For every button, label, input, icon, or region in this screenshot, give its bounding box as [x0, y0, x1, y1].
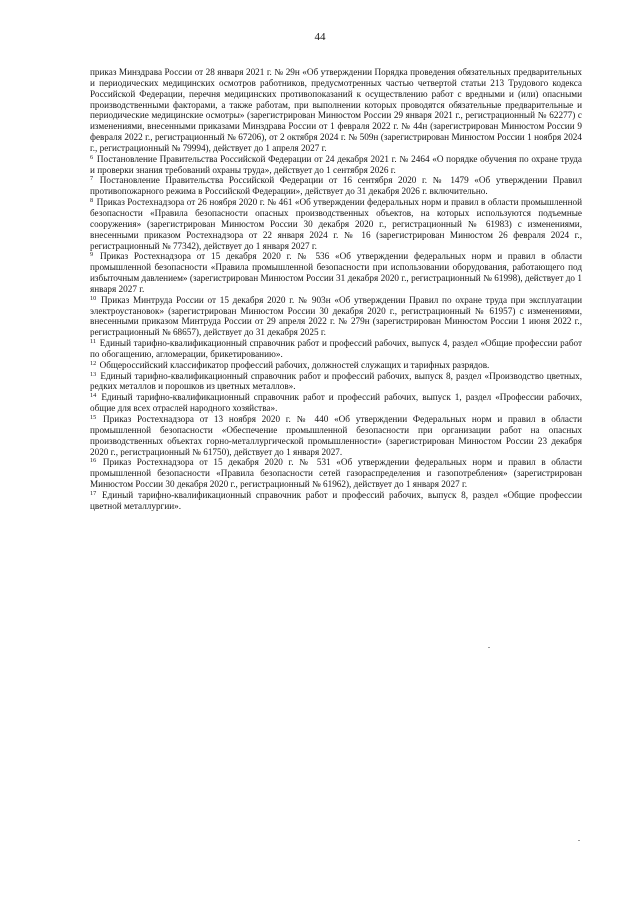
footnote-text: Постановление Правительства Российской Федерации от 24 декабря 2021 г. № 2464 «О порядке обучения по охране труда и проверки знания требований охраны труда», действует до 1 сентября 2026 г. — [90, 153, 583, 175]
footnote-mark: 14 — [90, 392, 97, 400]
footnote-text: Общероссийский классификатор профессий рабочих, должностей служащих и тарифных разрядов. — [99, 359, 490, 370]
footnotes-block — [90, 67, 582, 512]
footnote-mark: 8 — [90, 197, 94, 205]
footnote-mark: 7 — [90, 175, 94, 183]
footnote-text: Приказ Ростехнадзора от 26 ноября 2020 г. № 461 «Об утверждении федеральных норм и правил в области промышленной безопасности «Правила безопасности опасных производственных объектов, на которых используются подъемные сооружения» (зарегистрирован Минюстом России 30 декабря 2020 г., регистрационный № 61983) с изменениями, внесенными приказом Ростехнадзора от 22 января 2024 г. № 16 (зарегистрирован Минюстом 26 февраля 2024 г., регистрационный № 77342), действует до 1 января 2027 г. — [90, 197, 583, 251]
footnote-mark: 12 — [90, 359, 97, 367]
footnote-9 — [90, 251, 582, 294]
footnote-17 — [90, 490, 582, 512]
scan-speck — [488, 647, 490, 648]
scan-speck — [578, 840, 580, 841]
footnote-text: Постановление Правительства Российской Федерации от 16 сентября 2020 г. № 1479 «Об утверждении Правил противопожарного режима в Российской Федерации», действует до 31 декабря 2026 г. включительно. — [90, 175, 582, 197]
footnote-16 — [90, 457, 582, 490]
footnote-15 — [90, 414, 582, 457]
footnote-5-continued — [90, 67, 582, 154]
footnote-text: Приказ Ростехнадзора от 13 ноября 2020 г. № 440 «Об утверждении Федеральных норм и правил в области промышленной безопасности «Обеспечение промышленной безопасности при организации работ на опасных производственных объектах горно-металлургической промышленности» (зарегистрирован Минюстом России 23 декабря 2020 г., регистрационный № 61750), действует до 1 января 2027. — [90, 414, 582, 457]
footnote-mark: 17 — [90, 489, 97, 497]
footnote-13 — [90, 371, 582, 393]
footnote-text: Приказ Минтруда России от 15 декабря 2020 г. № 903н «Об утверждении Правил по охране труда при эксплуатации электроустановок» (зарегистрирован Минюстом России 30 декабря 2020 г., регистрационный № 61957) с изменениями, внесенными приказом Минтруда России от 29 апреля 2022 г. № 279н (зарегистрирован Минюстом России 1 июня 2022 г., регистрационный № 68657), действует до 31 декабря 2025 г. — [90, 294, 582, 338]
footnote-8 — [90, 197, 582, 251]
footnote-14 — [90, 392, 582, 414]
footnote-text: Единый тарифно-квалификационный справочник работ и профессий рабочих, выпуск 4, раздел «Общие профессии работ по обогащению, агломерации, брикетированию». — [90, 338, 583, 359]
footnote-mark: 13 — [90, 370, 97, 378]
footnote-mark: 16 — [90, 457, 97, 465]
footnote-11 — [90, 338, 582, 360]
footnote-text: Приказ Ростехнадзора от 15 декабря 2020 г. № 531 «Об утверждении федеральных норм и правил в области промышленной безопасности «Правила безопасности сетей газораспределения и газопотребления» (зарегистрирован Минюстом России 30 декабря 2020 г., регистрационный № 61962), действует до 1 января 2027 г. — [90, 457, 582, 490]
page-number: 44 — [314, 31, 326, 43]
footnote-text: Единый тарифно-квалификационный справочник работ и профессий рабочих, выпуск 8, раздел «Производство цветных, редких металлов и порошков из цветных металлов». — [90, 370, 583, 392]
footnote-12 — [90, 360, 582, 371]
footnote-mark: 11 — [90, 338, 97, 346]
footnote-mark: 6 — [90, 153, 94, 161]
footnote-text: приказ Минздрава России от 28 января 2021 г. № 29н «Об утверждении Порядка проведения обязательных предварительных и периодических медицинских осмотров работников, предусмотренных частью четвертой статьи 213 Трудового кодекса Российской Федерации, перечня медицинских противопоказаний к осуществлению работ с вредными и (или) опасными производственными факторами, а также работам, при выполнении которых проводятся обязательные предварительные и периодические медицинские осмотры» (зарегистрирован Минюстом России 29 января 2021 г., регистрационный № 62277) с изменениями, внесенными приказами Минздрава России от 1 февраля 2022 г. № 44н (зарегистрирован Минюстом России 9 февраля 2022 г., регистрационный № 67206), от 2 октября 2024 г. № 509н (зарегистрирован Минюстом России 1 ноября 2024 г., регистрационный № 79994), действует до 1 апреля 2027 г. — [90, 67, 582, 153]
footnote-7 — [90, 175, 582, 197]
footnote-mark: 15 — [90, 414, 97, 421]
footnote-10 — [90, 295, 582, 338]
footnote-mark: 9 — [90, 251, 94, 259]
footnote-mark: 10 — [90, 294, 97, 302]
footnote-6 — [90, 154, 582, 176]
footnote-text: Приказ Ростехнадзора от 15 декабря 2020 г. № 536 «Об утверждении федеральных норм и правил в области промышленной безопасности «Правила промышленной безопасности при использовании оборудования, работающего под избыточным давлением» (зарегистрирован Минюстом России 31 декабря 2020 г., регистрационный № 61998), действует до 1 января 2027 г. — [90, 251, 582, 294]
footnote-text: Единый тарифно-квалификационный справочник работ и профессий рабочих, выпуск 1, раздел «Профессии рабочих, общие для всех отраслей народного хозяйства». — [90, 392, 582, 414]
footnote-text: Единый тарифно-квалификационный справочник работ и профессий рабочих, выпуск 8, раздел «Общие профессии цветной металлургии». — [90, 489, 582, 511]
